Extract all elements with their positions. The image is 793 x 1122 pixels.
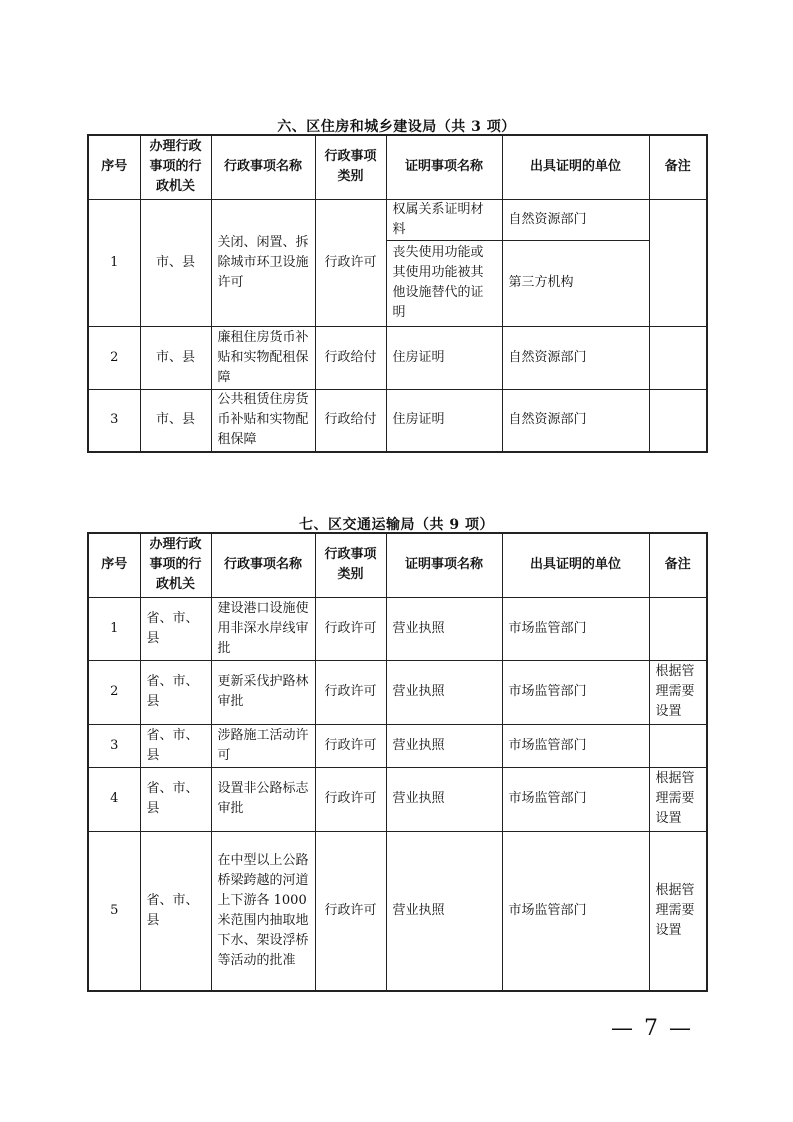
table-row <box>88 326 707 389</box>
header-cell: 行政事项类别 <box>315 135 386 199</box>
row-org: 市、县 <box>140 326 211 389</box>
row-cert: 营业执照 <box>386 767 502 831</box>
header-cell: 出具证明的单位 <box>502 135 649 199</box>
row-number: 1 <box>88 199 140 326</box>
row-org: 省、市、县 <box>140 660 211 724</box>
header-cell: 出具证明的单位 <box>502 533 649 597</box>
table-row <box>88 724 707 767</box>
row-item-name: 关闭、闲置、拆除城市环卫设施许可 <box>211 199 315 326</box>
row-org: 市、县 <box>140 389 211 452</box>
row-unit: 市场监管部门 <box>502 831 649 991</box>
table-row <box>88 389 707 452</box>
row-type: 行政许可 <box>315 831 386 991</box>
header-cell: 办理行政事项的行政机关 <box>140 533 211 597</box>
row-item-name: 在中型以上公路桥梁跨越的河道上下游各 1000 米范围内抽取地下水、架设浮桥等活动的批准 <box>211 831 315 991</box>
row-number: 4 <box>88 767 140 831</box>
table-row <box>88 831 707 991</box>
row-cert: 营业执照 <box>386 831 502 991</box>
table-row <box>88 767 707 831</box>
row-item-name: 设置非公路标志审批 <box>211 767 315 831</box>
table-row <box>88 660 707 724</box>
row-item-name: 廉租住房货币补贴和实物配租保障 <box>211 326 315 389</box>
table1-title: 六、区住房和城乡建设局（共 3 项） <box>277 119 516 135</box>
row-cert: 丧失使用功能或其使用功能被其他设施替代的证明 <box>386 240 502 326</box>
row-number: 2 <box>88 326 140 389</box>
table2-title: 七、区交通运输局（共 9 项） <box>299 517 494 533</box>
row-type: 行政许可 <box>315 660 386 724</box>
header-cell: 序号 <box>88 135 140 199</box>
row-org: 省、市、县 <box>140 724 211 767</box>
header-cell: 办理行政事项的行政机关 <box>140 135 211 199</box>
table-row <box>88 597 707 660</box>
header-cell: 证明事项名称 <box>386 135 502 199</box>
row-org: 市、县 <box>140 199 211 326</box>
row-cert: 营业执照 <box>386 660 502 724</box>
row-note <box>649 389 707 452</box>
header-cell: 行政事项类别 <box>315 533 386 597</box>
page-number: — 7 — <box>611 1016 693 1041</box>
row-note: 根据管理需要设置 <box>649 831 707 991</box>
row-note <box>649 724 707 767</box>
table-row <box>88 199 707 240</box>
row-number: 3 <box>88 724 140 767</box>
table-header-row <box>88 533 707 597</box>
row-unit: 自然资源部门 <box>502 199 649 240</box>
row-type: 行政许可 <box>315 767 386 831</box>
header-cell: 行政事项名称 <box>211 533 315 597</box>
row-cert: 住房证明 <box>386 389 502 452</box>
row-cert: 营业执照 <box>386 597 502 660</box>
row-number: 5 <box>88 831 140 991</box>
row-unit: 市场监管部门 <box>502 767 649 831</box>
header-cell: 证明事项名称 <box>386 533 502 597</box>
row-unit: 自然资源部门 <box>502 326 649 389</box>
row-org: 省、市、县 <box>140 597 211 660</box>
row-unit: 市场监管部门 <box>502 660 649 724</box>
row-unit: 第三方机构 <box>502 240 649 326</box>
housing-bureau-table <box>87 134 708 453</box>
row-note <box>649 199 707 326</box>
row-cert: 住房证明 <box>386 326 502 389</box>
row-number: 3 <box>88 389 140 452</box>
row-item-name: 涉路施工活动许可 <box>211 724 315 767</box>
row-item-name: 建设港口设施使用非深水岸线审批 <box>211 597 315 660</box>
row-unit: 自然资源部门 <box>502 389 649 452</box>
row-org: 省、市、县 <box>140 767 211 831</box>
row-cert: 权属关系证明材料 <box>386 199 502 240</box>
row-number: 2 <box>88 660 140 724</box>
row-unit: 市场监管部门 <box>502 597 649 660</box>
transport-bureau-table <box>87 532 708 992</box>
row-type: 行政许可 <box>315 199 386 326</box>
row-number: 1 <box>88 597 140 660</box>
header-cell: 备注 <box>649 533 707 597</box>
row-note <box>649 597 707 660</box>
row-note: 根据管理需要设置 <box>649 767 707 831</box>
table-header-row <box>88 135 707 199</box>
row-note <box>649 326 707 389</box>
row-unit: 市场监管部门 <box>502 724 649 767</box>
row-type: 行政给付 <box>315 326 386 389</box>
header-cell: 行政事项名称 <box>211 135 315 199</box>
row-cert: 营业执照 <box>386 724 502 767</box>
header-cell: 备注 <box>649 135 707 199</box>
row-item-name: 公共租赁住房货币补贴和实物配租保障 <box>211 389 315 452</box>
row-item-name: 更新采伐护路林审批 <box>211 660 315 724</box>
header-cell: 序号 <box>88 533 140 597</box>
row-org: 省、市、县 <box>140 831 211 991</box>
row-type: 行政许可 <box>315 724 386 767</box>
row-note: 根据管理需要设置 <box>649 660 707 724</box>
row-type: 行政许可 <box>315 597 386 660</box>
row-type: 行政给付 <box>315 389 386 452</box>
